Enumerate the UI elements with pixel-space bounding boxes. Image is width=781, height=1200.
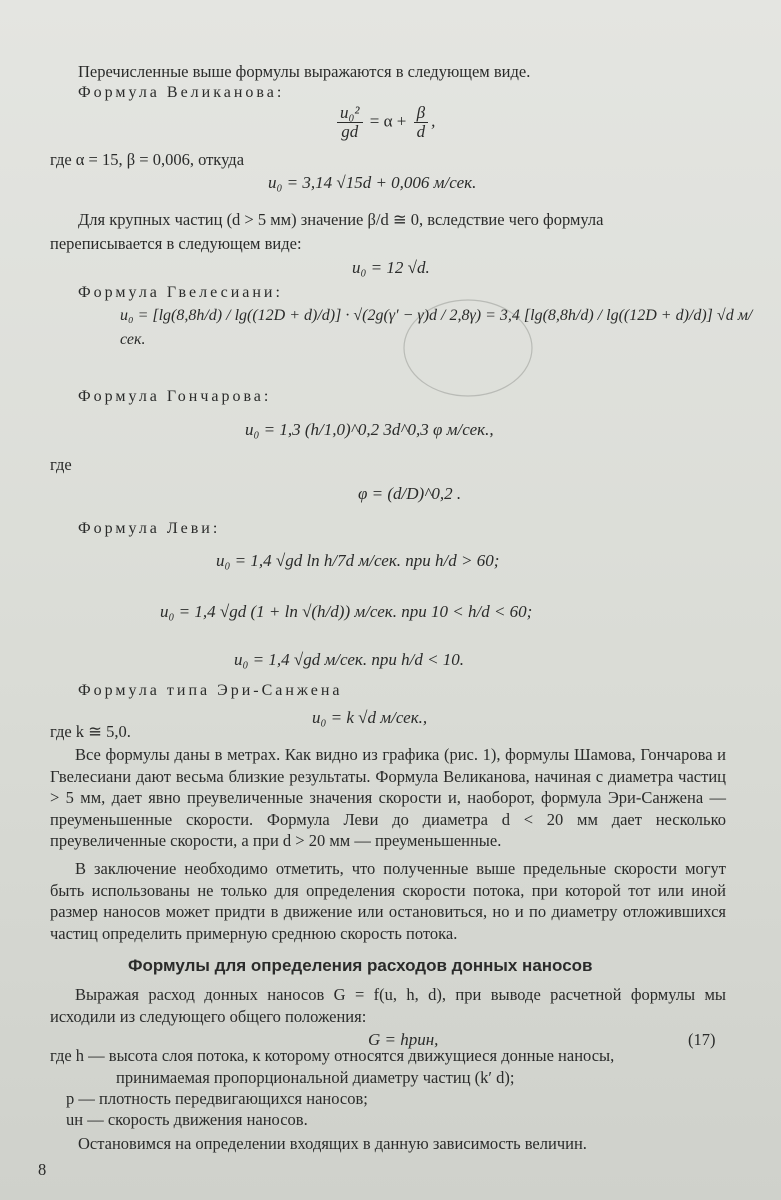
levi-formula-2: u₀ = 1,4 √gd (1 + ln √(h/d)) м/сек. при 10 < h/d < 60; [160, 602, 533, 621]
airy-where: где k ≅ 5,0. [50, 722, 131, 741]
page-number: 8 [38, 1160, 47, 1179]
levi-formula-3: u₀ = 1,4 √gd м/сек. при h/d < 10. [234, 650, 465, 669]
airy-formula: u₀ = k √d м/сек., [312, 708, 428, 727]
velikanov-beta: β [414, 104, 429, 123]
large-particles-formula: u₀ = 12 √d. [352, 258, 430, 277]
definition-h-line2: принимаемая пропорциональной диаметру частиц (k′ d); [116, 1068, 515, 1087]
paragraph-graph-comparison: Все формулы даны в метрах. Как видно из графика (рис. 1), формулы Шамова, Гончарова и Гвелесиани дают весьма близкие результаты. Формула Великанова, начиная с диаметра частиц > 5 мм, дает явно преувеличенные значения скорости и, наоборот, формула Эри-Санжена — преуменьшенные скорости. Формула Леви до диаметра d < 20 мм дает несколько преувеличенные скорости, а при d > 20 мм — преуменьшенные. [50, 745, 726, 850]
levi-title: Формула Леви: [78, 520, 221, 537]
goncharov-formula: u₀ = 1,3 (h/1,0)^0,2 3d^0,3 φ м/сек., [245, 420, 494, 439]
velikanov-rhs: = α + [369, 111, 407, 131]
large-particles-line1: Для крупных частиц (d > 5 мм) значение β/d ≅ 0, вследствие чего формула [78, 210, 604, 229]
velikanov-lhs-num: u₀² [337, 104, 363, 123]
goncharov-title: Формула Гончарова: [78, 388, 272, 405]
airy-title: Формула типа Эри-Санжена [78, 682, 343, 699]
velikanov-d: d [416, 122, 426, 141]
levi-formula-1: u₀ = 1,4 √gd ln h/7d м/сек. при h/d > 60; [216, 551, 500, 570]
closing-line: Остановимся на определении входящих в данную зависимость величин. [78, 1134, 587, 1153]
paragraph-sediment-discharge: Выражая расход донных наносов G = f(u, h, d), при выводе расчетной формулы мы исходили из следующего общего положения: [50, 985, 726, 1026]
equation-17: G = hpuн, [368, 1030, 439, 1049]
large-particles-line2: переписывается в следующем виде: [50, 234, 302, 253]
intro-line: Перечисленные выше формулы выражаются в следующем виде. [78, 62, 531, 81]
definition-p: p — плотность передвигающихся наносов; [66, 1089, 368, 1108]
goncharov-where: где [50, 455, 72, 474]
equation-17-number: (17) [688, 1030, 716, 1049]
gvelesiani-title: Формула Гвелесиани: [78, 284, 283, 301]
gvelesiani-formula: u₀ = [lg(8,8h/d) / lg((12D + d)/d)] · √(2g(γ′ − γ)d / 2,8γ) = 3,4 [lg(8,8h/d) / lg((12D + d)/d)] √d м/сек. [120, 307, 753, 348]
goncharov-phi: φ = (d/D)^0,2 . [358, 484, 462, 503]
definition-h-line1: где h — высота слоя потока, к которому относятся движущиеся донные наносы, [50, 1046, 615, 1065]
velikanov-where: где α = 15, β = 0,006, откуда [50, 150, 245, 169]
section-heading: Формулы для определения расходов донных наносов [128, 956, 593, 975]
paragraph-conclusion: В заключение необходимо отметить, что полученные выше предельные скорости могут быть использованы не только для определения скорости потока, при которой тот или иной размер наносов может придти в движение или остановиться, но и по диаметру отложившихся частиц определить примерную среднюю скорость потока. [50, 859, 726, 943]
velikanov-formula-1: $\frac{\text{u₀²}}{gd}$ = α + $\frac{\beta}{d}$ , [334, 104, 435, 141]
velikanov-formula-2: u₀ = 3,14 √15d + 0,006 м/сек. [268, 173, 477, 192]
definition-u: uн — скорость движения наносов. [66, 1110, 308, 1129]
velikanov-title: Формула Великанова: [78, 84, 285, 101]
velikanov-lhs-den: gd [341, 122, 359, 141]
